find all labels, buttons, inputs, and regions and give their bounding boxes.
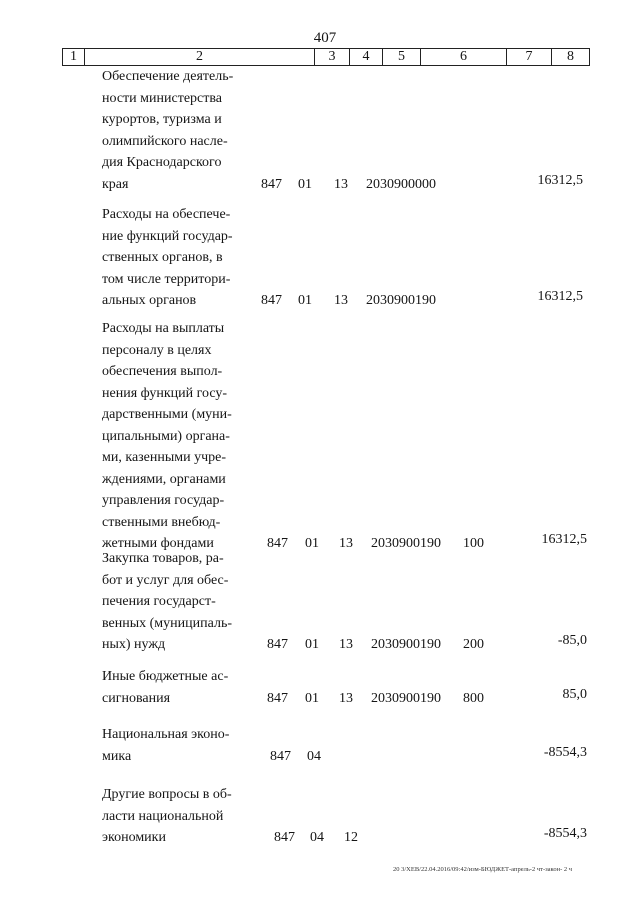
row-description — [102, 66, 252, 195]
cell-pr: 13 — [334, 293, 348, 308]
cell-gr: 847 — [261, 293, 282, 308]
description-line: ности министерства — [102, 90, 223, 106]
description-line: мика — [102, 748, 132, 764]
description-line: Национальная эконо- — [102, 727, 230, 742]
description-line: ласти национальной — [102, 808, 224, 824]
header-col-6: 6 — [421, 49, 507, 65]
cell-pr: 13 — [339, 690, 353, 706]
row-description — [102, 724, 252, 767]
cell-amount: -85,0 — [557, 633, 587, 648]
cell-amount: 16312,5 — [537, 289, 583, 304]
cell-csr: 2030900190 — [371, 690, 441, 706]
row-description — [102, 666, 252, 709]
cell-amount: -8554,3 — [543, 826, 587, 841]
cell-rz: 01 — [305, 536, 319, 551]
cell-amount: -8554,3 — [543, 744, 587, 760]
page-number: 407 — [313, 30, 337, 46]
cell-pr: 12 — [344, 830, 358, 845]
description-line: жетными фондами — [102, 536, 214, 551]
description-line: курортов, туризма и — [102, 112, 222, 127]
header-col-4: 4 — [350, 49, 383, 65]
description-line: экономики — [102, 830, 166, 845]
cell-gr: 847 — [267, 536, 288, 551]
row-description — [102, 548, 252, 656]
description-line: персоналу в целях — [102, 342, 212, 358]
description-line: альных органов — [102, 293, 197, 308]
header-col-2: 2 — [85, 49, 315, 65]
row-description — [102, 784, 252, 849]
description-line: ных) нужд — [102, 637, 166, 652]
cell-amount: 16312,5 — [541, 532, 587, 547]
description-line: дарственными (муни- — [102, 407, 232, 422]
description-line: Обеспечение деятель- — [102, 69, 234, 84]
cell-csr: 2030900190 — [371, 536, 441, 551]
description-line: ципальными) органа- — [102, 428, 230, 444]
description-line: ственных органов, в — [102, 250, 223, 265]
cell-gr: 847 — [261, 176, 282, 192]
description-line: ственными внебюд- — [102, 514, 221, 530]
cell-gr: 847 — [270, 748, 291, 764]
document-footer: 20 3/ХЕВ/22.04.2016/09:42/изм-БЮДЖЕТ-апрель-2 чт-закон- 2 ч — [393, 866, 573, 873]
description-line: ждениями, органами — [102, 471, 226, 487]
cell-vr: 800 — [463, 690, 484, 706]
cell-amount: 16312,5 — [537, 172, 583, 188]
description-line: Иные бюджетные ас- — [102, 669, 229, 684]
description-line: края — [102, 176, 129, 192]
description-line: печения государст- — [102, 594, 216, 609]
description-line: Другие вопросы в об- — [102, 787, 232, 802]
cell-csr: 2030900190 — [371, 637, 441, 652]
cell-pr: 13 — [339, 637, 353, 652]
description-line: сигнования — [102, 690, 171, 706]
description-line: ми, казенными учре- — [102, 450, 227, 465]
description-line: том числе территори- — [102, 271, 231, 287]
header-col-5: 5 — [383, 49, 421, 65]
description-line: управления государ- — [102, 493, 225, 508]
header-col-1: 1 — [63, 49, 85, 65]
cell-pr: 13 — [334, 176, 348, 192]
cell-rz: 01 — [305, 690, 319, 706]
description-line: Расходы на обеспече- — [102, 207, 231, 222]
cell-vr: 200 — [463, 637, 484, 652]
description-line: нения функций госу- — [102, 385, 228, 401]
header-col-8: 8 — [567, 49, 574, 64]
cell-gr: 847 — [274, 830, 295, 845]
cell-amount: 85,0 — [562, 686, 587, 702]
cell-rz: 04 — [310, 830, 324, 845]
row-description — [102, 204, 252, 312]
cell-csr: 2030900190 — [366, 293, 436, 308]
description-line: олимпийского насле- — [102, 133, 228, 149]
header-col-7: 7 — [507, 49, 552, 65]
description-line: обеспечения выпол- — [102, 364, 223, 379]
description-line: ние функций государ- — [102, 228, 233, 244]
description-line: Закупка товаров, ра- — [102, 551, 224, 566]
cell-rz: 01 — [298, 293, 312, 308]
description-line: венных (муниципаль- — [102, 615, 232, 631]
description-line: бот и услуг для обес- — [102, 572, 229, 588]
cell-rz: 01 — [298, 176, 312, 192]
header-col-3: 3 — [315, 49, 350, 65]
cell-gr: 847 — [267, 690, 288, 706]
cell-rz: 04 — [307, 748, 321, 764]
cell-vr: 100 — [463, 536, 484, 551]
description-line: Расходы на выплаты — [102, 321, 225, 336]
cell-rz: 01 — [305, 637, 319, 652]
cell-csr: 2030900000 — [366, 176, 436, 192]
cell-pr: 13 — [339, 536, 353, 551]
cell-gr: 847 — [267, 637, 288, 652]
table-header — [62, 48, 590, 66]
description-line: дия Краснодарского — [102, 155, 222, 170]
row-description — [102, 318, 252, 555]
